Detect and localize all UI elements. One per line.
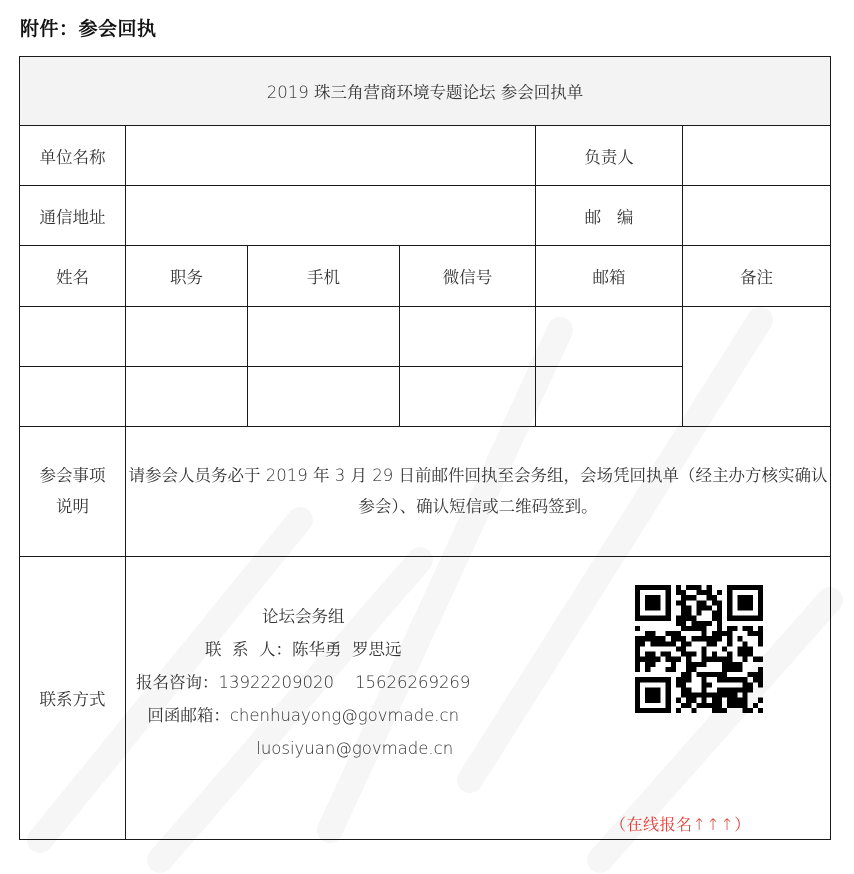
attendee-wechat-cell[interactable] <box>400 367 536 427</box>
notes-text: 请参会人员务必于 2019 年 3 月 29 日前邮件回执至会务组，会场凭回执单（经主办方核实确认参会）、确认短信或二维码签到。 <box>126 427 831 557</box>
attendee-email-cell[interactable] <box>536 307 683 367</box>
attendee-header-row <box>20 246 831 307</box>
contact-people: 联 系 人：陈华勇 罗思远 <box>204 640 402 659</box>
contact-row <box>20 557 831 840</box>
attendee-name-cell[interactable] <box>20 307 126 367</box>
person-in-charge-label: 负责人 <box>536 126 683 186</box>
col-header-email: 邮箱 <box>536 246 683 307</box>
qr-code-graphic <box>635 585 763 713</box>
attendee-position-cell[interactable] <box>126 307 248 367</box>
receipt-form-table <box>19 56 831 840</box>
attendee-mobile-cell[interactable] <box>248 307 400 367</box>
postcode-label: 邮 编 <box>536 186 683 246</box>
col-header-mobile: 手机 <box>248 246 400 307</box>
attendee-name-cell[interactable] <box>20 367 126 427</box>
notes-row <box>20 427 831 557</box>
page-heading: 附件：参会回执 <box>20 18 157 40</box>
contact-phones: 报名咨询：13922209020 15626269269 <box>136 673 471 692</box>
attendee-remarks-cell[interactable] <box>683 307 831 427</box>
online-register-link[interactable]: （在线报名↑↑↑） <box>610 815 751 834</box>
contact-info <box>136 600 470 765</box>
attendee-position-cell[interactable] <box>126 367 248 427</box>
col-header-position: 职务 <box>126 246 248 307</box>
address-row <box>20 186 831 246</box>
attendee-wechat-cell[interactable] <box>400 307 536 367</box>
contact-email-1: 回函邮箱：chenhuayong@govmade.cn <box>147 706 460 725</box>
unit-row <box>20 126 831 186</box>
unit-name-field[interactable] <box>126 126 536 186</box>
unit-name-label: 单位名称 <box>20 126 126 186</box>
qr-code-icon[interactable] <box>635 585 763 713</box>
attendee-email-cell[interactable] <box>536 367 683 427</box>
col-header-wechat: 微信号 <box>400 246 536 307</box>
address-label: 通信地址 <box>20 186 126 246</box>
attendee-mobile-cell[interactable] <box>248 367 400 427</box>
contact-email-2: luosiyuan@govmade.cn <box>256 739 454 758</box>
postcode-field[interactable] <box>683 186 831 246</box>
contact-cell <box>126 557 831 840</box>
notes-label-line1: 参会事项 <box>39 465 106 485</box>
notes-label-line2: 说明 <box>56 496 89 516</box>
notes-label <box>20 427 126 557</box>
attendee-row <box>20 307 831 367</box>
col-header-name: 姓名 <box>20 246 126 307</box>
contact-label: 联系方式 <box>20 557 126 840</box>
contact-org: 论坛会务组 <box>261 607 345 626</box>
address-field[interactable] <box>126 186 536 246</box>
col-header-remarks: 备注 <box>683 246 831 307</box>
person-in-charge-field[interactable] <box>683 126 831 186</box>
form-title: 2019 珠三角营商环境专题论坛 参会回执单 <box>20 57 831 126</box>
title-row <box>20 57 831 126</box>
